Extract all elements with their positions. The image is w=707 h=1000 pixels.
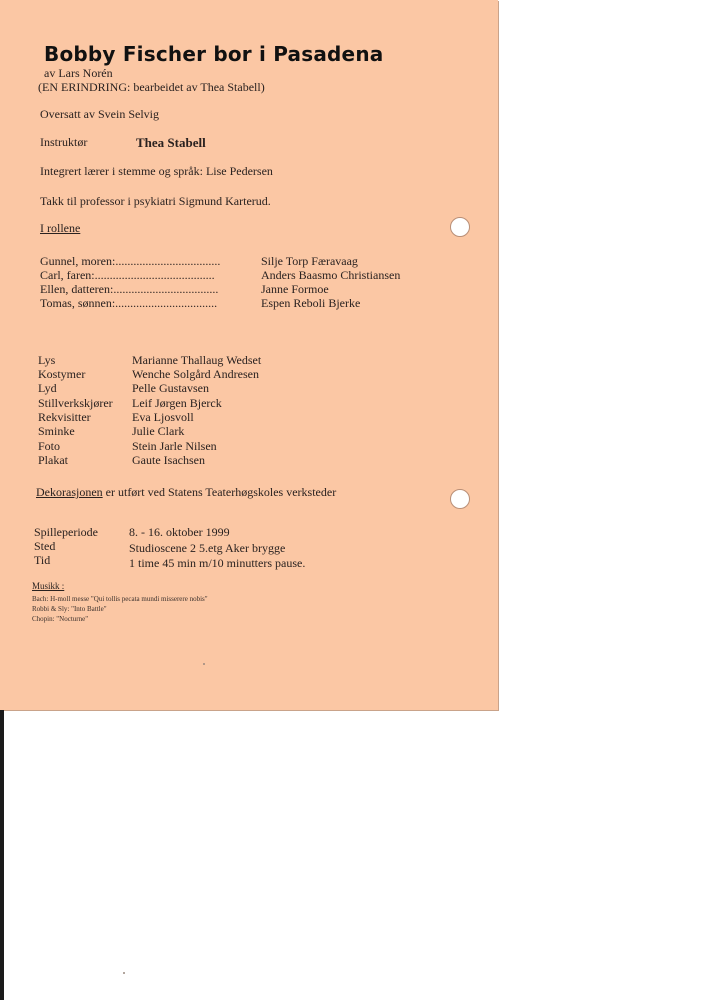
crew-name: Leif Jørgen Bjerck bbox=[132, 396, 222, 410]
cast-role: Tomas, sønnen: bbox=[40, 296, 116, 310]
cast-role: Ellen, datteren: bbox=[40, 282, 114, 296]
cast-heading: I rollene bbox=[40, 221, 81, 235]
cast-actor: Espen Reboli Bjerke bbox=[261, 296, 361, 310]
crew-name: Pelle Gustavsen bbox=[132, 381, 209, 395]
cast-role: Gunnel, moren: bbox=[40, 254, 116, 268]
cast-row bbox=[40, 268, 215, 283]
crew-role: Stillverkskjører bbox=[38, 396, 113, 410]
crew-name: Wenche Solgård Andresen bbox=[132, 367, 259, 381]
crew-role: Lyd bbox=[38, 381, 57, 395]
info-label: Spilleperiode bbox=[34, 525, 98, 539]
crew-role: Plakat bbox=[38, 453, 68, 467]
scan-speck bbox=[123, 972, 125, 974]
adaptation-line: (EN ERINDRING: bearbeidet av Thea Stabell) bbox=[38, 80, 265, 94]
music-item: Chopin: "Nocturne" bbox=[32, 615, 89, 623]
info-value: Studioscene 2 5.etg Aker brygge bbox=[129, 541, 286, 555]
crew-name: Eva Ljosvoll bbox=[132, 410, 194, 424]
info-label: Sted bbox=[34, 539, 56, 553]
cast-actor: Janne Formoe bbox=[261, 282, 329, 296]
crew-name: Stein Jarle Nilsen bbox=[132, 439, 217, 453]
translation-line: Oversatt av Svein Selvig bbox=[40, 107, 159, 121]
director-label: Instruktør bbox=[40, 135, 88, 149]
cast-leader: ................................... bbox=[113, 282, 219, 296]
punch-hole-upper bbox=[450, 217, 470, 237]
integrated-teacher-line: Integrert lærer i stemme og språk: Lise Pedersen bbox=[40, 164, 273, 178]
cast-leader: ........................................ bbox=[94, 268, 215, 282]
crew-role: Foto bbox=[38, 439, 61, 453]
director-name: Thea Stabell bbox=[136, 135, 206, 150]
crew-role: Sminke bbox=[38, 424, 75, 438]
scan-edge-shadow bbox=[0, 710, 4, 1000]
thanks-line: Takk til professor i psykiatri Sigmund Karterud. bbox=[40, 194, 271, 208]
crew-role: Kostymer bbox=[38, 367, 86, 381]
punch-hole-lower bbox=[450, 489, 470, 509]
crew-role: Lys bbox=[38, 353, 56, 367]
info-value: 8. - 16. oktober 1999 bbox=[129, 525, 230, 539]
cast-role: Carl, faren: bbox=[40, 268, 95, 282]
cast-actor: Anders Baasmo Christiansen bbox=[261, 268, 401, 282]
music-item: Bach: H-moll messe "Qui tollis pecata mundi misserere nobis" bbox=[32, 595, 208, 603]
info-label: Tid bbox=[34, 553, 51, 567]
music-item: Robbi & Sly: "Into Battle" bbox=[32, 605, 107, 613]
decoration-word: Dekorasjonen bbox=[36, 485, 103, 499]
document-title: Bobby Fischer bor i Pasadena bbox=[44, 42, 384, 66]
decoration-rest: er utført ved Statens Teaterhøgskoles verksteder bbox=[102, 485, 337, 499]
cast-row bbox=[40, 282, 218, 297]
cast-actor: Silje Torp Færavaag bbox=[261, 254, 358, 268]
cast-leader: .................................. bbox=[115, 296, 218, 310]
scan-speck bbox=[203, 663, 205, 665]
decoration-line bbox=[36, 485, 336, 500]
cast-row bbox=[40, 254, 220, 269]
crew-name: Gaute Isachsen bbox=[132, 453, 205, 467]
author-line: av Lars Norén bbox=[44, 66, 113, 80]
crew-role: Rekvisitter bbox=[38, 410, 91, 424]
cast-leader: ................................... bbox=[115, 254, 221, 268]
crew-name: Julie Clark bbox=[132, 424, 185, 438]
info-value: 1 time 45 min m/10 minutters pause. bbox=[129, 556, 306, 570]
cast-row bbox=[40, 296, 217, 311]
crew-name: Marianne Thallaug Wedset bbox=[132, 353, 262, 367]
music-heading: Musikk : bbox=[32, 581, 65, 591]
